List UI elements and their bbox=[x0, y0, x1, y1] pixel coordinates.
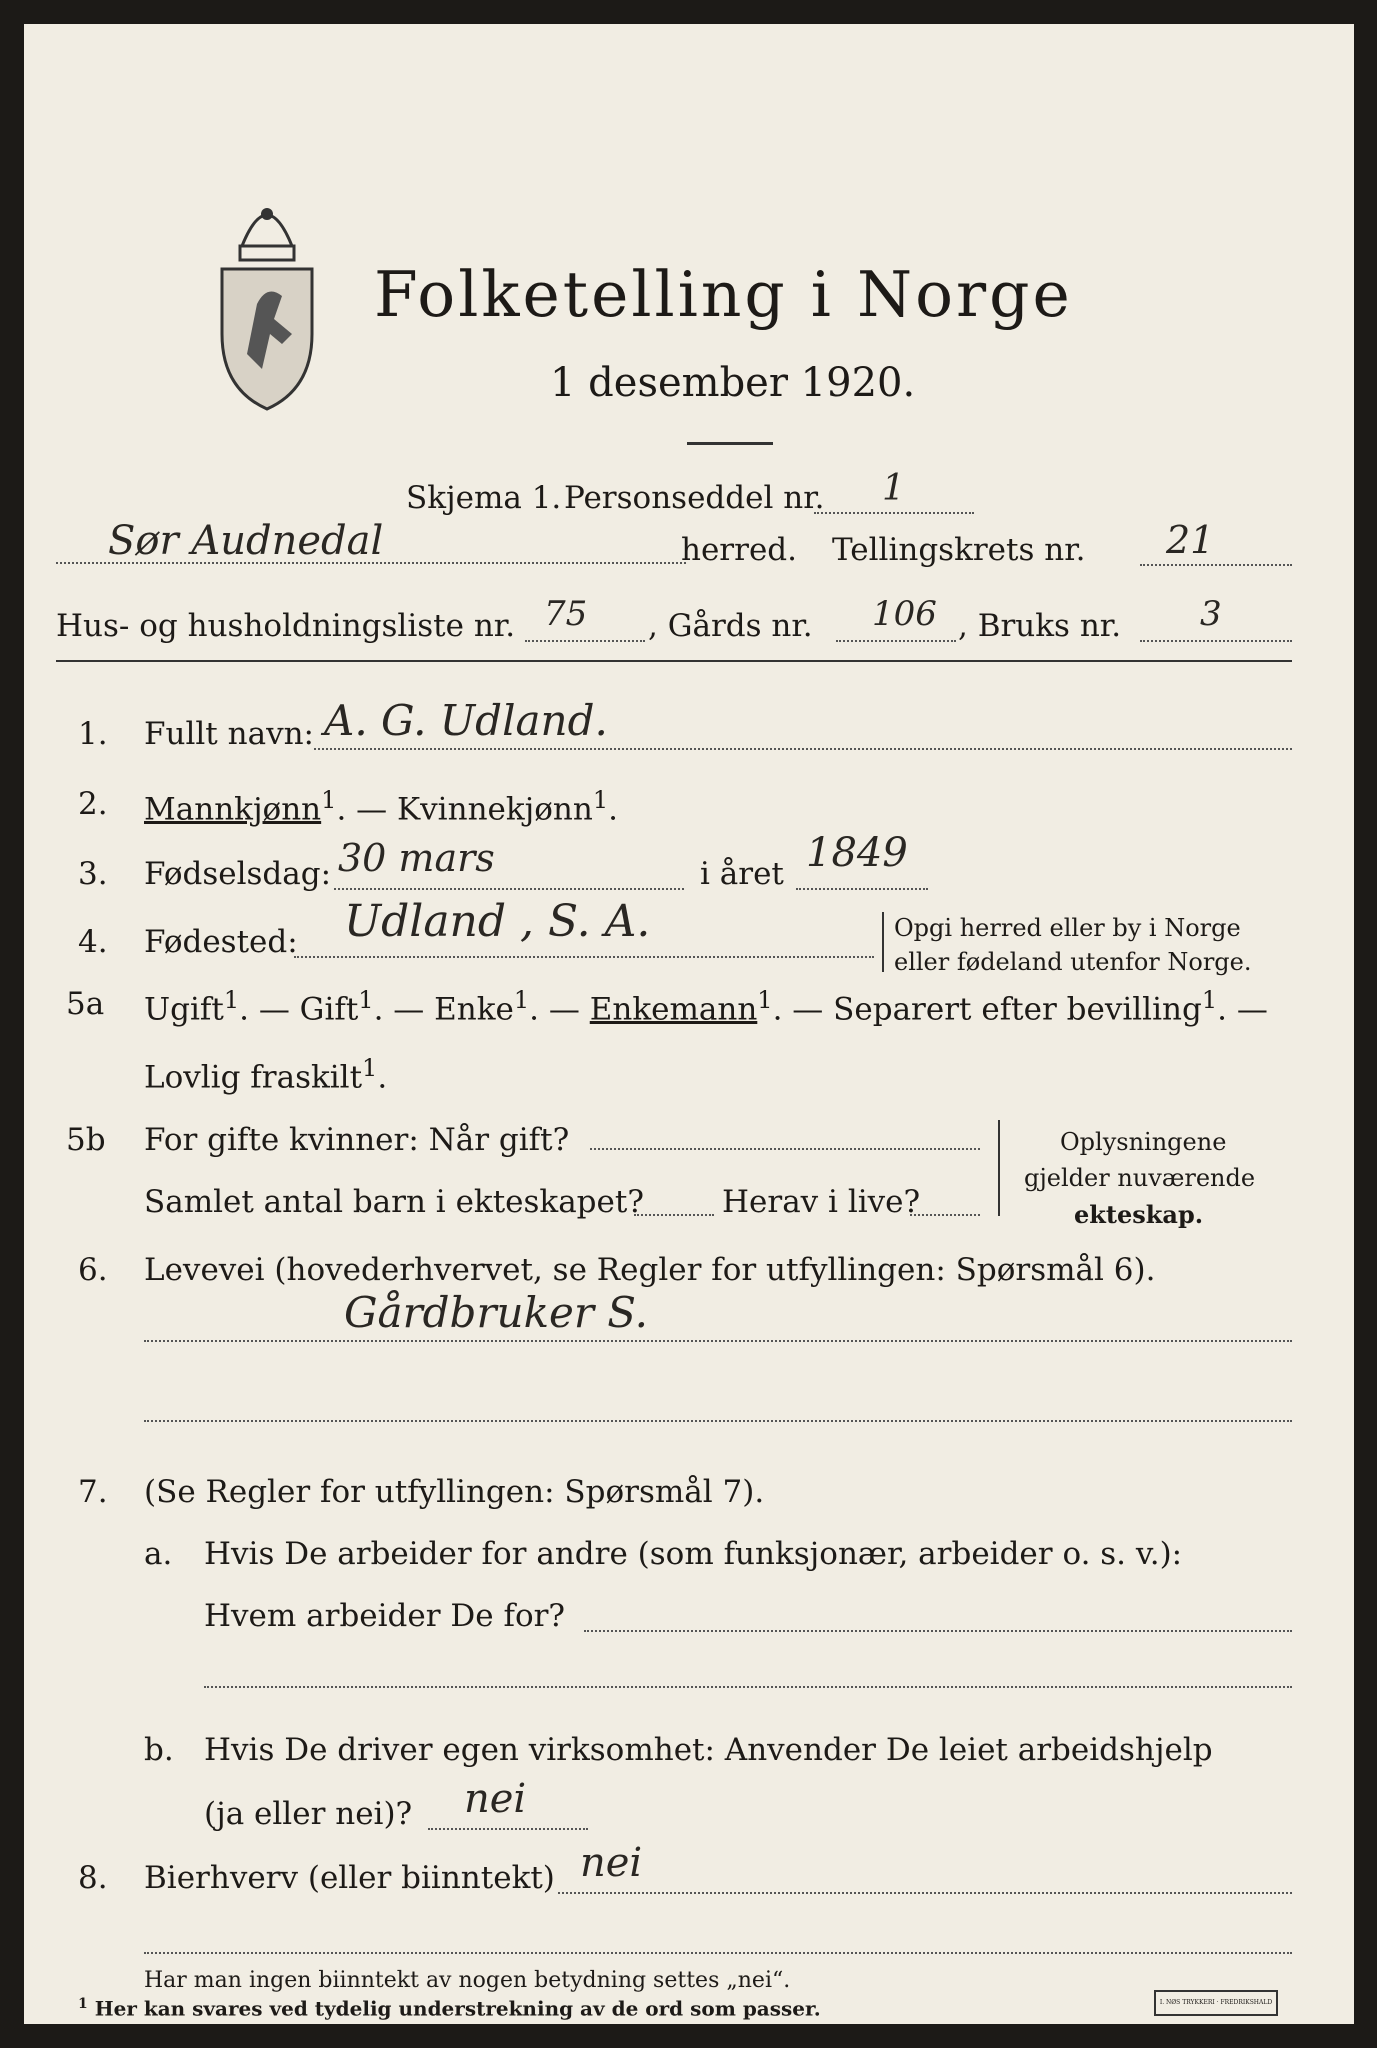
q2-options: Mannkjønn$^1$. — Kvinnekjønn$^1$. bbox=[144, 786, 619, 828]
q6-label: Levevei (hovederhvervet, se Regler for utfyllingen: Spørsmål 6). bbox=[144, 1252, 1156, 1288]
hus-value: 75 bbox=[544, 594, 588, 634]
q5a-options: Ugift$^1$. — Gift$^1$. — Enke$^1$. — Enkemann$^1$. — Separert efter bevilling$^1$. — bbox=[144, 986, 1268, 1028]
bruks-value: 3 bbox=[1200, 594, 1222, 634]
q8-label: Bierhverv (eller biinntekt) bbox=[144, 1860, 555, 1896]
q1-label: Fullt navn: bbox=[144, 716, 314, 752]
personseddel-value: 1 bbox=[882, 468, 905, 509]
q5b-note-2: gjelder nuværende bbox=[1024, 1164, 1256, 1192]
q1-value: A. G. Udland. bbox=[324, 696, 608, 745]
q7b-label: (ja eller nei)? bbox=[204, 1796, 413, 1832]
q7b-text: Hvis De driver egen virksomhet: Anvender De leiet arbeidshjelp bbox=[204, 1732, 1213, 1768]
q3-day-value: 30 mars bbox=[338, 836, 495, 880]
hus-line bbox=[525, 640, 645, 642]
title-divider bbox=[687, 442, 773, 445]
q8-number: 8. bbox=[78, 1860, 108, 1896]
gards-label: , Gårds nr. bbox=[648, 608, 813, 644]
q5a-enkemann: Enkemann bbox=[589, 991, 758, 1028]
q4-note-2: eller fødeland utenfor Norge. bbox=[894, 948, 1252, 976]
q5b-line-2 bbox=[634, 1214, 714, 1216]
header-rule bbox=[56, 660, 1292, 662]
q8-line-1 bbox=[558, 1892, 1292, 1894]
q4-brace bbox=[882, 912, 887, 972]
q8-value: nei bbox=[580, 1840, 643, 1886]
q3-year-label: i året bbox=[700, 856, 784, 892]
q1-line bbox=[314, 748, 1292, 750]
herred-label: herred. bbox=[681, 532, 797, 568]
q6-line-1 bbox=[144, 1340, 1292, 1342]
q4-number: 4. bbox=[78, 924, 108, 960]
q5b-label-1: For gifte kvinner: Når gift? bbox=[144, 1122, 570, 1158]
herred-value: Sør Audnedal bbox=[108, 518, 384, 564]
census-form bbox=[24, 24, 1354, 2024]
q7b-number: b. bbox=[144, 1732, 174, 1768]
gards-value: 106 bbox=[872, 594, 937, 634]
personseddel-line bbox=[814, 512, 974, 514]
q7b-value: nei bbox=[464, 1776, 527, 1822]
tellingskrets-line bbox=[1140, 564, 1292, 566]
q5b-note-1: Oplysningene bbox=[1060, 1128, 1227, 1156]
q2-male: Mannkjønn bbox=[144, 791, 322, 828]
q5a-fraskilt: Lovlig fraskilt$^1$. bbox=[144, 1054, 388, 1096]
q7a-label: Hvem arbeider De for? bbox=[204, 1598, 566, 1634]
q5b-label-3: Herav i live? bbox=[722, 1184, 921, 1220]
q4-note-1: Opgi herred eller by i Norge bbox=[894, 914, 1241, 942]
q5b-label-2: Samlet antal barn i ekteskapet? bbox=[144, 1184, 644, 1220]
q3-label: Fødselsdag: bbox=[144, 856, 332, 892]
hus-label: Hus- og husholdningsliste nr. bbox=[56, 608, 516, 644]
coat-of-arms-icon bbox=[212, 184, 322, 414]
q5b-line-1 bbox=[590, 1148, 980, 1150]
q5b-number: 5b bbox=[66, 1122, 106, 1158]
q5b-note-3: ekteskap. bbox=[1074, 1200, 1204, 1229]
q4-label: Fødested: bbox=[144, 924, 298, 960]
bruks-line bbox=[1140, 640, 1292, 642]
q6-line-2 bbox=[144, 1420, 1292, 1422]
q5a-number: 5a bbox=[66, 986, 105, 1022]
q5b-brace bbox=[998, 1120, 1000, 1216]
schema-label: Skjema 1. bbox=[406, 480, 562, 516]
q5b-line-3 bbox=[910, 1214, 980, 1216]
q6-number: 6. bbox=[78, 1252, 108, 1288]
form-title: Folketelling i Norge bbox=[374, 258, 1073, 331]
q7a-line-1 bbox=[584, 1630, 1292, 1632]
q7a-text: Hvis De arbeider for andre (som funksjonær, arbeider o. s. v.): bbox=[204, 1536, 1183, 1572]
tellingskrets-value: 21 bbox=[1166, 518, 1215, 562]
census-date: 1 desember 1920. bbox=[550, 360, 916, 406]
personseddel-label: Personseddel nr. bbox=[564, 480, 825, 516]
q7b-line bbox=[428, 1828, 588, 1830]
q2-female: — Kvinnekjønn bbox=[356, 791, 593, 828]
q7a-number: a. bbox=[144, 1536, 173, 1572]
q1-number: 1. bbox=[78, 716, 108, 752]
q7-number: 7. bbox=[78, 1474, 108, 1510]
footnote: $^1$ Her kan svares ved tydelig understrekning av de ord som passer. bbox=[78, 1996, 821, 2021]
gards-line bbox=[836, 640, 956, 642]
q7-label: (Se Regler for utfyllingen: Spørsmål 7). bbox=[144, 1474, 765, 1510]
q2-number: 2. bbox=[78, 786, 108, 822]
q7a-line-2 bbox=[204, 1686, 1292, 1688]
q4-value: Udland , S. A. bbox=[344, 896, 651, 947]
q3-number: 3. bbox=[78, 856, 108, 892]
q3-year-value: 1849 bbox=[806, 830, 908, 876]
q8-line-2 bbox=[144, 1952, 1292, 1954]
biinntekt-note: Har man ingen biinntekt av nogen betydning settes „nei“. bbox=[144, 1968, 791, 1993]
q6-value: Gårdbruker S. bbox=[344, 1288, 648, 1337]
q3-year-line bbox=[796, 888, 928, 890]
printer-stamp: I. NØS TRYKKERI · FREDRIKSHALD bbox=[1154, 1990, 1278, 2016]
q3-day-line bbox=[334, 888, 684, 890]
q4-line bbox=[294, 956, 874, 958]
bruks-label: , Bruks nr. bbox=[958, 608, 1122, 644]
tellingskrets-label: Tellingskrets nr. bbox=[832, 532, 1086, 568]
